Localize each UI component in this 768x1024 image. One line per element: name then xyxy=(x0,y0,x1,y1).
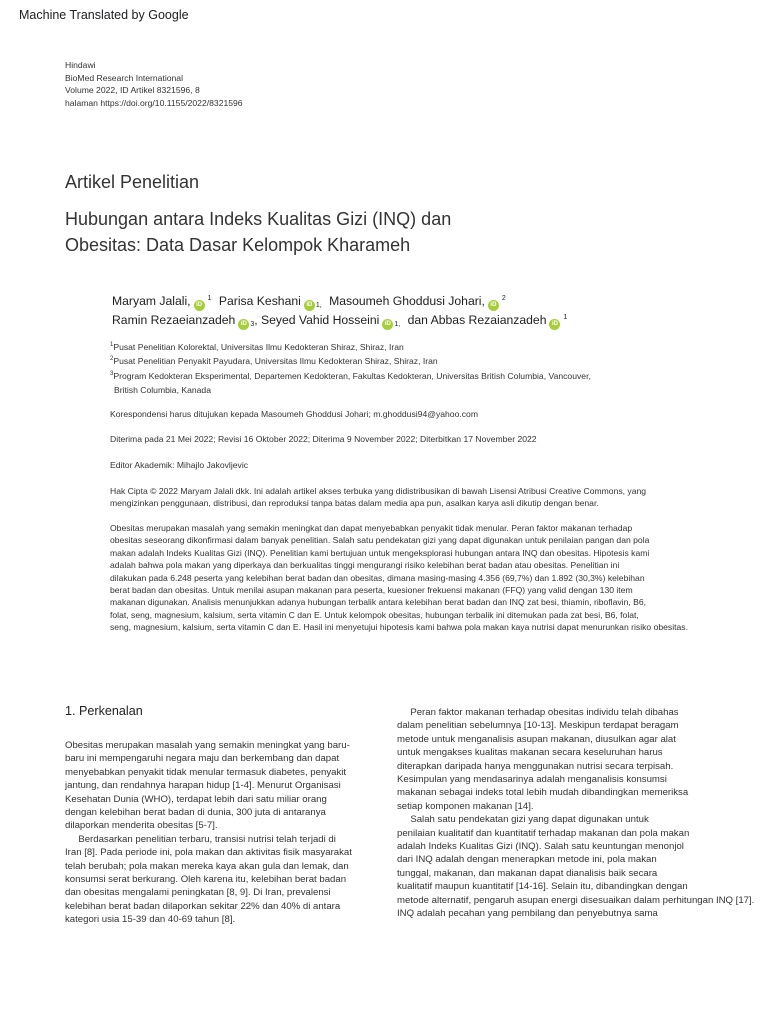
author-affiliation-ref: 3 xyxy=(250,321,255,328)
body-line: konsumsi serat berkurang. Oleh karena itu, kelebihan berat badan xyxy=(65,874,347,886)
left-column-text xyxy=(65,739,375,927)
copyright-notice xyxy=(110,485,750,510)
abstract-line: folat, seng, magnesium, kalsium, serta vitamin C dan E. Untuk kelompok obesitas, hubungan terbalik ini ditemukan pada zat besi, B6, folat, xyxy=(110,609,639,620)
abstract-line: makanan digunakan. Analisis menunjukkan adanya hubungan terbalik antara kelebihan berat badan dan INQ zat besi, thiamin, riboflavin, B6, xyxy=(110,597,647,608)
author-affiliation-ref: 2 xyxy=(501,295,506,302)
body-line: Salah satu pendekatan gizi yang dapat digunakan untuk xyxy=(397,814,649,826)
abstract-line: adalah bahwa pola makan yang diperkaya dan berkualitas tinggi mengurangi risiko kelebihan berat badan atau obesitas. Penelitian ini xyxy=(110,560,620,571)
publication-dates: Diterima pada 21 Mei 2022; Revisi 16 Oktober 2022; Diterima 9 November 2022; Diterbitkan 17 November 2022 xyxy=(110,434,537,444)
affiliation-text: Program Kedokteran Eksperimental, Departemen Kedokteran, Fakultas Kedokteran, Universitas British Columbia, Vancouver, xyxy=(113,370,591,381)
body-line: Iran [8]. Pada periode ini, pola makan dan aktivitas fisik masyarakat xyxy=(65,847,352,859)
academic-editor: Editor Akademik: Mihajlo Jakovljevic xyxy=(110,460,249,470)
abstract xyxy=(110,522,750,634)
body-line: Peran faktor makanan terhadap obesitas individu telah dibahas xyxy=(397,707,679,718)
author-line-2 xyxy=(112,313,567,330)
body-line: kelebihan berat badan dilaporkan sekitar 22% dan 40% di antara xyxy=(65,900,341,912)
affiliation-text: British Columbia, Kanada xyxy=(114,385,211,396)
author-name[interactable]: , Seyed Vahid Hosseini xyxy=(254,313,380,327)
orcid-icon[interactable]: iD xyxy=(549,319,560,330)
abstract-line: makan adalah Indeks Kualitas Gizi (INQ). Penelitian kami bertujuan untuk mengeksplorasi hubungan antara INQ dan obesitas. Hipotesis kami xyxy=(110,547,650,558)
copyright-line: mengizinkan penggunaan, distribusi, dan reproduksi tanpa batas dalam media apa pun, asalkan karya asli dikutip dengan benar. xyxy=(110,498,599,509)
author-name[interactable]: Parisa Keshani xyxy=(218,294,301,308)
affiliation-text: Pusat Penelitian Kolorektal, Universitas Ilmu Kedokteran Shiraz, Shiraz, Iran xyxy=(113,342,404,352)
body-line: Kesehatan Dunia (WHO), terdapat lebih dari satu miliar orang xyxy=(65,793,327,805)
affiliation-item xyxy=(110,382,591,396)
affiliation-text: Pusat Penelitian Penyakit Payudara, Universitas Ilmu Kedokteran Shiraz, Shiraz, Iran xyxy=(113,356,438,367)
body-line: Obesitas merupakan masalah yang semakin meningkat yang baru- xyxy=(65,740,350,751)
orcid-icon[interactable]: iD xyxy=(304,300,315,311)
abstract-line: Obesitas merupakan masalah yang semakin meningkat dan dapat menyebabkan penyakit tidak menular. Peran faktor makanan terhadap xyxy=(110,523,633,533)
orcid-icon[interactable]: iD xyxy=(194,300,205,311)
abstract-line: seng, magnesium, kalsium, serta vitamin C dan E. Hasil ini menyetujui hipotesis kami bahwa pola makan kaya nutrisi dapat menurunkan risiko obesitas. xyxy=(110,622,688,633)
correspondence[interactable]: Korespondensi harus ditujukan kepada Masoumeh Ghoddusi Johari; m.ghoddusi94@yahoo.com xyxy=(110,409,478,419)
body-line: Kesimpulan yang mendasarinya adalah menganalisis konsumsi xyxy=(397,774,667,786)
publisher: Hindawi xyxy=(65,60,96,70)
orcid-icon[interactable]: iD xyxy=(382,319,393,330)
body-line: INQ adalah pecahan yang pembilang dan penyebutnya sama xyxy=(397,908,658,920)
abstract-line: dilakukan pada 6.248 peserta yang kelebihan berat badan dan obesitas, dimana masing-masing 4.356 (69,7%) dan 1.892 (30,3%) kelebihan xyxy=(110,572,645,583)
article-type: Artikel Penelitian xyxy=(65,172,200,192)
affiliation-number: 2 xyxy=(110,356,114,363)
author-affiliation-ref: 1, xyxy=(394,321,401,328)
article-title xyxy=(65,206,585,258)
body-line: untuk mengakses kualitas makanan secara keseluruhan harus xyxy=(397,747,663,759)
affiliation-item xyxy=(110,368,591,382)
copyright-line: Hak Cipta © 2022 Maryam Jalali dkk. Ini adalah artikel akses terbuka yang didistribusikan di bawah Lisensi Atribusi Creative Commons, yang xyxy=(110,486,647,496)
author-name[interactable]: Ramin Rezaeianzadeh xyxy=(112,313,236,327)
machine-translation-banner: Machine Translated by Google xyxy=(19,8,189,22)
body-line: dalam penelitian sebelumnya [10-13]. Meskipun terdapat beragam xyxy=(397,720,679,732)
section-heading: 1. Perkenalan xyxy=(65,704,143,718)
author-affiliation-ref: 1 xyxy=(563,314,568,321)
body-line: dari INQ adalah dengan menerapkan metode ini, pola makan xyxy=(397,854,657,866)
body-line: kualitatif maupun kuantitatif [14-16]. Selain itu, dibandingkan dengan xyxy=(397,881,688,893)
doi-line: halaman https://doi.org/10.1155/2022/8321596 xyxy=(65,97,243,108)
body-line: setiap komponen makanan [14]. xyxy=(397,800,534,812)
body-line: telah berubah; pola makan mereka kaya akan gula dan lemak, dan xyxy=(65,860,349,872)
author-affiliation-ref: 1, xyxy=(315,302,322,309)
author-name[interactable]: Masoumeh Ghoddusi Johari, xyxy=(329,294,485,308)
volume-info: Volume 2022, ID Artikel 8321596, 8 xyxy=(65,85,200,96)
author-line-1 xyxy=(112,294,506,311)
journal-meta xyxy=(65,59,243,109)
body-line: penilaian kualitatif dan kuantitatif terhadap makanan dan pola makan xyxy=(397,827,690,839)
affiliation-number: 1 xyxy=(110,342,114,348)
body-line: dilaporkan menderita obesitas [5-7]. xyxy=(65,820,218,832)
body-line: jantung, dan rendahnya harapan hidup [1-4]. Menurut Organisasi xyxy=(65,780,341,792)
abstract-line: berat badan dan obesitas. Untuk menilai asupan makanan para peserta, kuesioner frekuensi makanan (FFQ) yang valid dengan 130 item xyxy=(110,585,633,596)
body-line: makanan sebagai indeks total lebih mudah dibandingkan memeriksa xyxy=(397,787,689,799)
affiliations xyxy=(110,339,591,397)
body-line: dengan kelebihan berat badan di dunia, 300 juta di antaranya xyxy=(65,807,326,819)
affiliation-item xyxy=(110,339,591,353)
author-name[interactable]: dan Abbas Rezaianzadeh xyxy=(407,313,547,327)
body-line: metode untuk menganalisis asupan makanan, diusulkan agar alat xyxy=(397,733,676,745)
body-line: kategori usia 15-39 dan 40-69 tahun [8]. xyxy=(65,914,236,926)
right-column-text xyxy=(397,706,768,921)
body-line: Berdasarkan penelitian terbaru, transisi nutrisi telah terjadi di xyxy=(65,833,336,845)
author-name[interactable]: Maryam Jalali, xyxy=(112,294,191,308)
body-line: adalah Indeks Kualitas Gizi (INQ). Salah satu keuntungan menonjol xyxy=(397,841,684,853)
orcid-icon[interactable]: iD xyxy=(488,300,499,311)
body-line: diterapkan daripada hanya menggunakan nutrisi secara terpisah. xyxy=(397,760,674,772)
title-line: Hubungan antara Indeks Kualitas Gizi (INQ) dan xyxy=(65,209,452,229)
body-line: menyebabkan penyakit tidak menular termasuk diabetes, penyakit xyxy=(65,766,347,778)
title-line: Obesitas: Data Dasar Kelompok Kharameh xyxy=(65,235,411,255)
body-line: baru ini mempengaruhi negara maju dan berkembang dan dapat xyxy=(65,753,340,765)
body-line: tunggal, makanan, dan makanan dapat dianalisis baik secara xyxy=(397,867,658,879)
orcid-icon[interactable]: iD xyxy=(238,319,249,330)
body-line: metode alternatif, pengaruh asupan energi disesuaikan dalam perhitungan INQ [17]. xyxy=(397,894,755,906)
abstract-line: obesitas seseorang dikonfirmasi dalam banyak penelitian. Salah satu pendekatan gizi yang dapat digunakan untuk penilaian pangan dan pola xyxy=(110,535,650,546)
affiliation-item xyxy=(110,353,591,367)
affiliation-number: 3 xyxy=(110,370,114,377)
body-line: dan obesitas mengalami peningkatan [8, 9]. Di Iran, prevalensi xyxy=(65,887,331,899)
journal-name: BioMed Research International xyxy=(65,72,183,83)
author-affiliation-ref: 1 xyxy=(207,295,212,302)
